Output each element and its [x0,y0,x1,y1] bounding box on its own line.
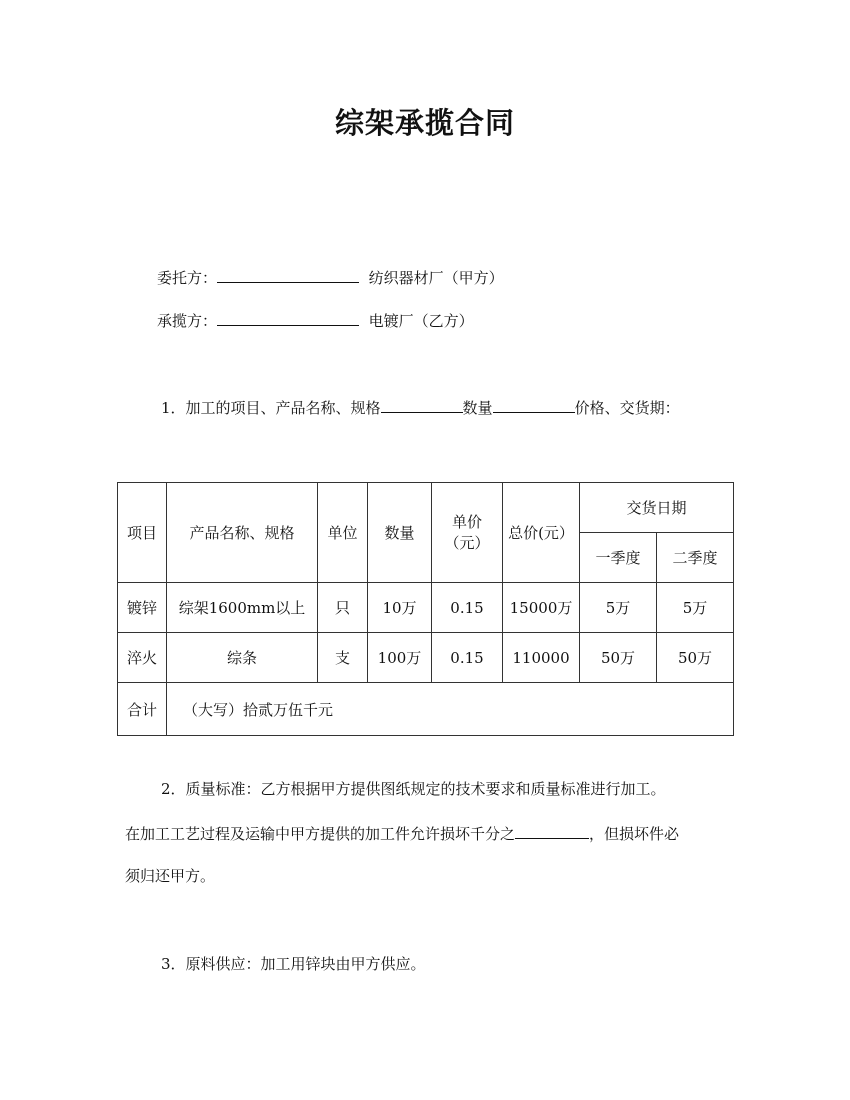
clause-1-tail: 价格、交货期： [574,399,680,417]
clause-2-text-before: 在加工工艺过程及运输中甲方提供的加工件允许损坏千分之 [125,825,516,843]
row-quantity: 10万 [368,583,432,633]
total-value: （大写）拾贰万伍千元 [167,683,734,736]
row-q2: 5万 [657,583,734,633]
damage-rate-blank[interactable] [515,824,589,839]
product-table [117,482,734,736]
row-total: 110000 [503,633,580,683]
row-unit: 只 [318,583,368,633]
contractor-label: 承揽方： [157,312,218,330]
header-quantity: 数量 [368,483,432,583]
client-line [157,268,504,288]
quantity-blank[interactable] [493,398,575,413]
total-label: 合计 [118,683,167,736]
row-item: 镀锌 [118,583,167,633]
table-row [118,583,734,633]
row-quantity: 100万 [368,633,432,683]
client-blank[interactable] [217,268,359,283]
client-label: 委托方： [157,269,218,287]
header-unit-price: 单价（元） [432,483,503,583]
page-title: 综架承揽合同 [334,106,515,140]
table-row [118,633,734,683]
clause-2-line-3: 须归还甲方。 [125,867,216,885]
row-product: 综条 [167,633,318,683]
clause-1 [161,398,680,418]
row-q1: 5万 [580,583,657,633]
row-item: 淬火 [118,633,167,683]
header-q1: 一季度 [580,533,657,583]
clause-1-lead: 1．加工的项目、产品名称、规格 [161,399,381,417]
row-unit: 支 [318,633,368,683]
row-q2: 50万 [657,633,734,683]
row-unit-price: 0.15 [432,633,503,683]
header-total-price: 总价(元） [503,483,580,583]
header-q2: 二季度 [657,533,734,583]
clause-2-text-after: ，但损坏件必 [589,825,680,843]
contractor-line [157,311,474,331]
client-name: 纺织器材厂（甲方） [368,269,504,287]
clause-2-line-2 [125,824,679,844]
row-product: 综架1600mm以上 [167,583,318,633]
spec-blank[interactable] [381,398,463,413]
header-unit: 单位 [318,483,368,583]
clause-1-quantity-label: 数量 [462,399,493,417]
contractor-blank[interactable] [217,311,359,326]
header-product: 产品名称、规格 [167,483,318,583]
total-row [118,683,734,736]
header-delivery-date: 交货日期 [580,483,734,533]
row-q1: 50万 [580,633,657,683]
contractor-name: 电镀厂（乙方） [368,312,474,330]
header-item: 项目 [118,483,167,583]
row-unit-price: 0.15 [432,583,503,633]
row-total: 15000万 [503,583,580,633]
clause-2-line-1: 2．质量标准：乙方根据甲方提供图纸规定的技术要求和质量标准进行加工。 [161,780,666,798]
clause-3: 3．原料供应：加工用锌块由甲方供应。 [161,955,426,973]
